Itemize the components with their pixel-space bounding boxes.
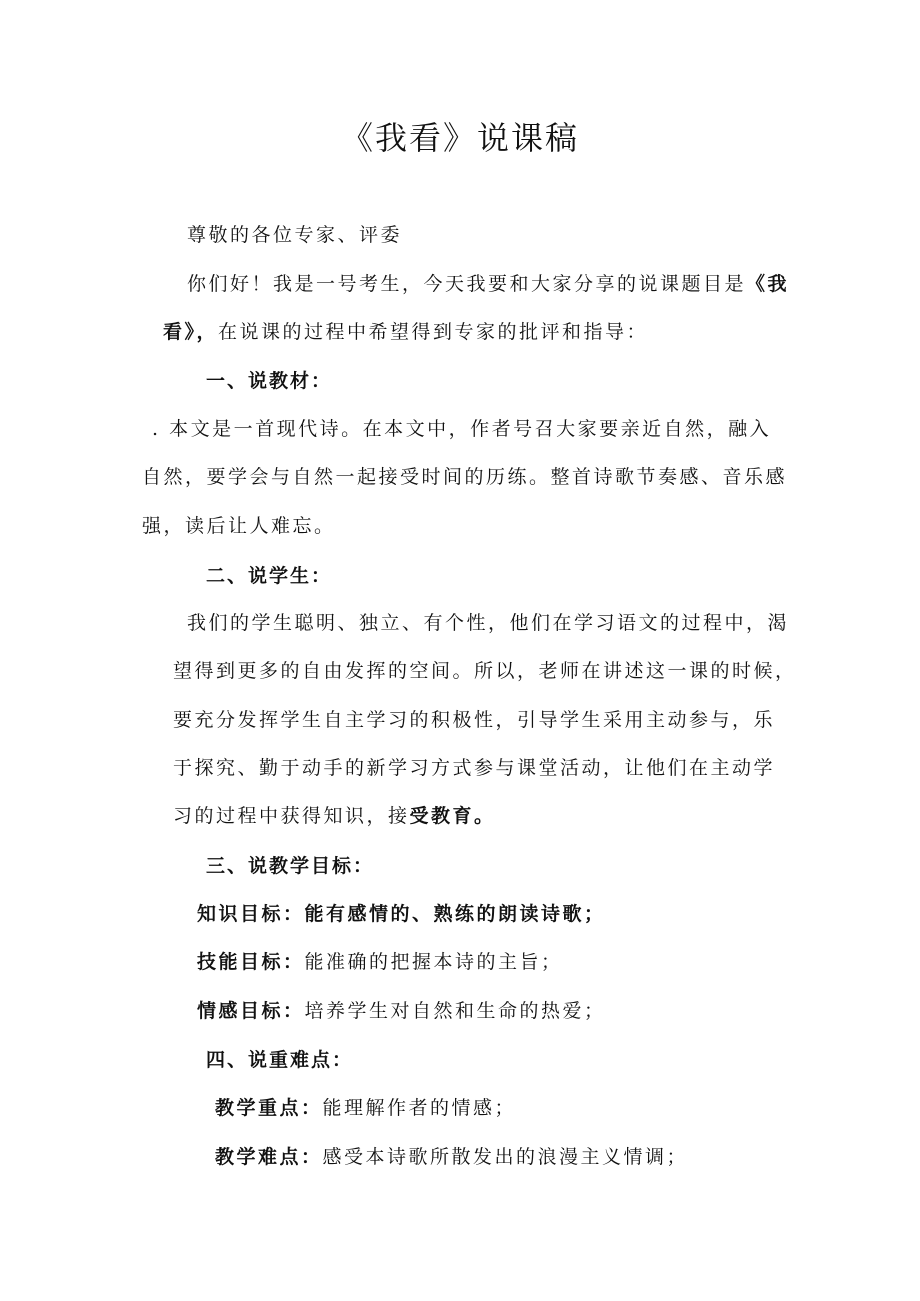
document-title: 《我看》说课稿 (340, 119, 579, 157)
goal-label: 技能目标： (197, 951, 305, 973)
section-heading-students: 二、说学生： (206, 565, 333, 587)
section-heading-goals: 三、说教学目标： (206, 855, 375, 877)
students-line: 望得到更多的自由发挥的空间。所以，老师在讲述这一课的时候， (173, 660, 797, 682)
students-line: 我们的学生聪明、独立、有个性，他们在学习语文的过程中，渴 (187, 612, 790, 634)
key-point (215, 1094, 516, 1122)
goal-skill (197, 948, 563, 976)
goal-label: 知识目标： (197, 903, 305, 925)
goal-text: 能准确的把握本诗的主旨； (304, 951, 563, 973)
materials-line: 自然，要学会与自然一起接受时间的历练。整首诗歌节奏感、音乐感 (142, 466, 788, 488)
difficult-point-label: 教学难点： (215, 1146, 323, 1168)
goal-label: 情感目标： (197, 1000, 305, 1022)
intro-line-1 (187, 270, 789, 298)
key-point-label: 教学重点： (215, 1097, 323, 1119)
difficult-point-text: 感受本诗歌所散发出的浪漫主义情调； (322, 1146, 689, 1168)
students-text-bold: 受教育。 (409, 805, 496, 827)
materials-line: 强，读后让人难忘。 (142, 515, 336, 537)
students-text: 习的过程中获得知识，接 (173, 805, 410, 827)
difficult-point (215, 1143, 688, 1171)
goal-text: 能有感情的、熟练的朗读诗歌； (304, 903, 606, 925)
goal-text: 培养学生对自然和生命的热爱； (304, 1000, 606, 1022)
goal-emotion (197, 997, 606, 1025)
students-line: 要充分发挥学生自主学习的积极性，引导学生采用主动参与，乐 (173, 709, 776, 731)
goal-knowledge (197, 900, 606, 928)
students-line: 于探究、勤于动手的新学习方式参与课堂活动，让他们在主动学 (173, 757, 776, 779)
section-heading-key-points: 四、说重难点： (206, 1049, 354, 1071)
intro-lesson-title-end: 看》， (163, 321, 219, 343)
greeting: 尊敬的各位专家、评委 (187, 224, 403, 246)
section-heading-materials: 一、说教材： (206, 370, 333, 392)
intro-text-end: 在说课的过程中希望得到专家的批评和指导： (218, 321, 649, 343)
key-point-text: 能理解作者的情感； (322, 1097, 517, 1119)
intro-line-2 (163, 318, 648, 346)
intro-text: 你们好！我是一号考生，今天我要和大家分享的说课题目是 (187, 273, 747, 295)
students-line-last (173, 802, 496, 830)
materials-line: . 本文是一首现代诗。在本文中，作者号召大家要亲近自然，融入 (152, 418, 772, 440)
intro-lesson-title: 《我 (746, 273, 790, 295)
